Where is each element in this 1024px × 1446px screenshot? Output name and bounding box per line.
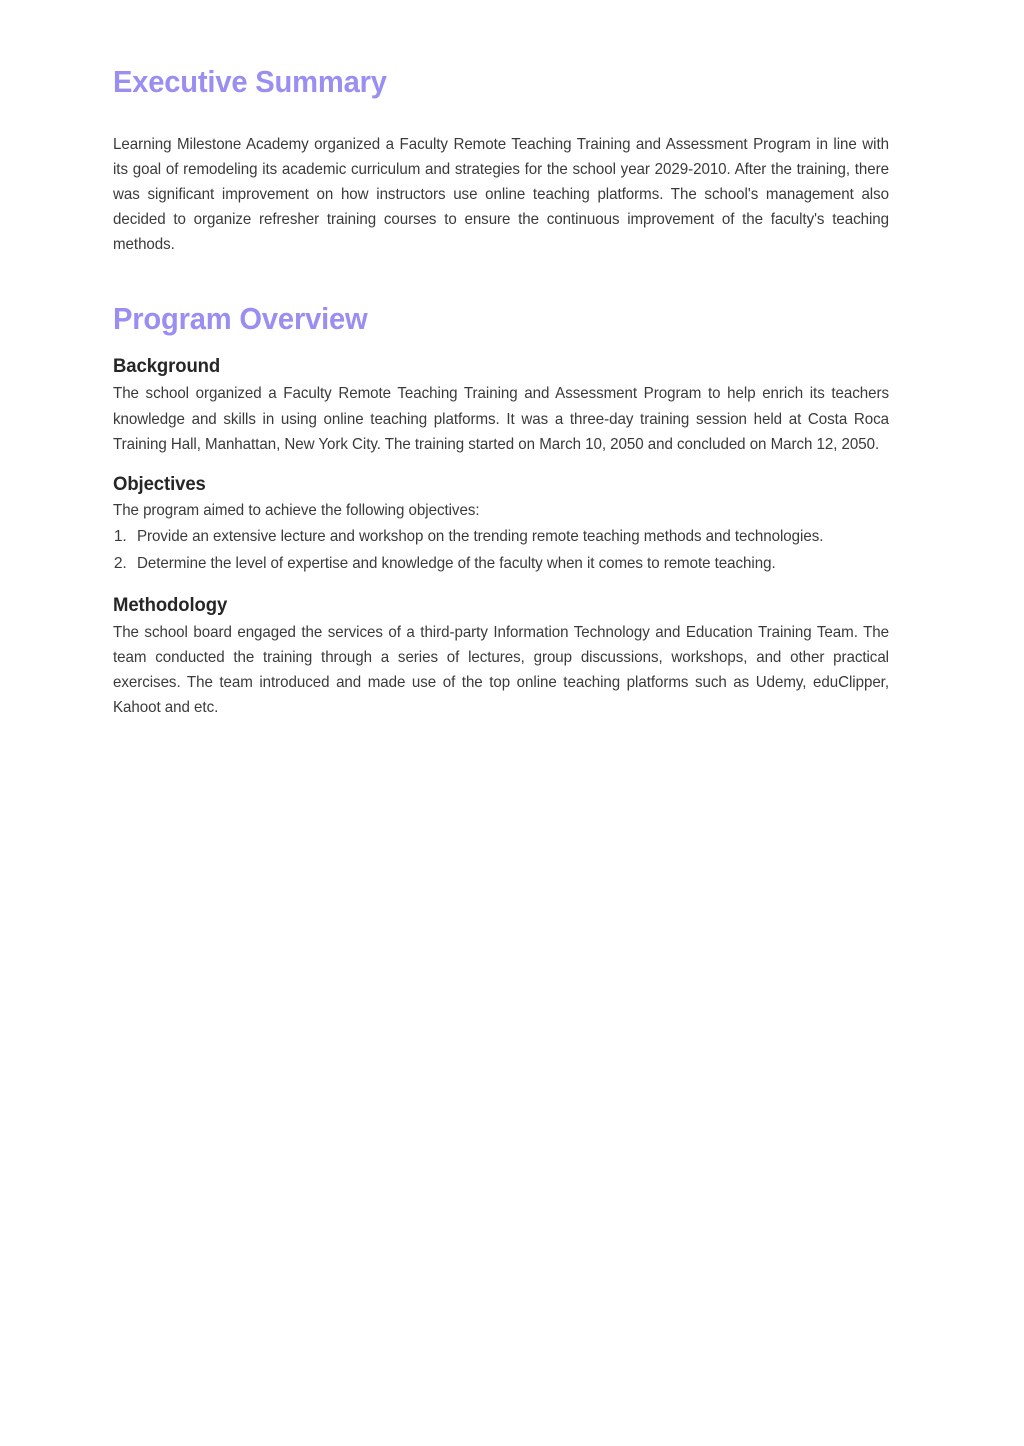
subheading-methodology: Methodology [113,593,228,616]
subsection-background [113,353,913,456]
executive-summary-paragraph: Learning Milestone Academy organized a Faculty Remote Teaching Training and Assessment Program in line with its goal of remodeling its academic curriculum and strategies for the school year 2029-2010. After the training, there was significant improvement on how instructors use online teaching platforms. The school's management also decided to organize refresher training courses to ensure the continuous improvement of the faculty's teaching methods. [113,136,889,254]
objective-item-text: Determine the level of expertise and knowledge of the faculty when it comes to remote teaching. [137,555,776,573]
document-body [113,62,913,720]
background-paragraph: The school organized a Faculty Remote Teaching Training and Assessment Program to help enrich its teachers knowledge and skills in using online teaching platforms. It was a three-day training session held at Costa Roca Training Hall, Manhattan, New York City. The training started on March 10, 2050 and concluded on March 12, 2050. [113,385,889,453]
subsection-objectives [113,471,913,578]
objective-item-text: Provide an extensive lecture and workshop on the trending remote teaching methods and technologies. [137,527,824,545]
subsection-methodology [113,592,913,720]
subheading-objectives: Objectives [113,472,206,495]
section-title-executive-summary: Executive Summary [113,64,387,99]
list-item [131,523,913,551]
objectives-intro: The program aimed to achieve the following objectives: [113,501,480,519]
subheading-background: Background [113,355,221,378]
objectives-list [113,523,913,578]
section-title-program-overview: Program Overview [113,301,368,337]
methodology-paragraph: The school board engaged the services of a third-party Information Technology and Education Training Team. The team conducted the training through a series of lectures, group discussions, workshops, and other practical exercises. The team introduced and made use of the top online teaching platforms such as Udemy, eduClipper, Kahoot and etc. [113,623,889,717]
list-item [131,550,913,578]
